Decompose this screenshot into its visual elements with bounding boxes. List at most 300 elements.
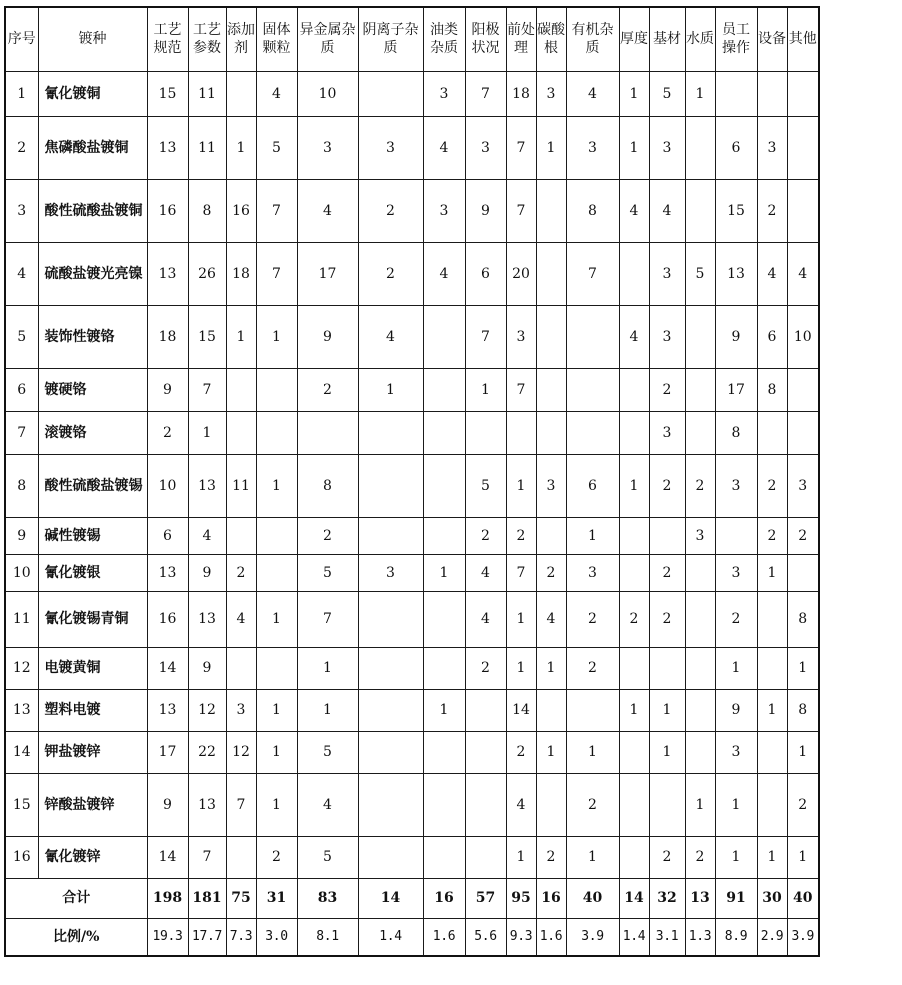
ratio-cell: 3.9 xyxy=(566,918,619,956)
table-cell: 1 xyxy=(506,454,536,517)
ratio-cell: 3.9 xyxy=(787,918,819,956)
table-cell: 2 xyxy=(358,179,423,242)
table-cell: 11 xyxy=(188,116,226,179)
table-cell: 4 xyxy=(297,773,358,836)
column-header: 设备 xyxy=(757,7,787,71)
table-cell: 13 xyxy=(188,591,226,647)
table-cell: 1 xyxy=(649,689,685,731)
table-row xyxy=(5,116,819,179)
table-cell: 2 xyxy=(757,179,787,242)
table-cell: 3 xyxy=(506,305,536,368)
table-cell: 4 xyxy=(423,242,465,305)
table-cell: 3 xyxy=(566,116,619,179)
plating-type: 电镀黄铜 xyxy=(38,647,147,689)
table-cell: 4 xyxy=(619,305,649,368)
table-cell xyxy=(256,411,297,454)
table-cell: 2 xyxy=(465,517,506,554)
table-cell: 13 xyxy=(188,773,226,836)
table-cell: 11 xyxy=(188,71,226,116)
table-cell: 4 xyxy=(536,591,566,647)
total-cell: 14 xyxy=(358,878,423,918)
table-cell: 1 xyxy=(536,116,566,179)
total-cell: 40 xyxy=(787,878,819,918)
table-cell: 7 xyxy=(256,242,297,305)
table-cell: 2 xyxy=(649,368,685,411)
table-cell xyxy=(423,773,465,836)
table-cell: 7 xyxy=(506,179,536,242)
table-cell: 16 xyxy=(147,591,188,647)
table-cell: 4 xyxy=(188,517,226,554)
table-cell: 22 xyxy=(188,731,226,773)
table-cell xyxy=(423,454,465,517)
table-cell xyxy=(226,517,256,554)
table-cell: 3 xyxy=(297,116,358,179)
table-cell: 5 xyxy=(297,836,358,878)
ratio-cell: 5.6 xyxy=(465,918,506,956)
table-cell: 5 xyxy=(297,731,358,773)
table-cell xyxy=(423,591,465,647)
table-cell: 3 xyxy=(423,71,465,116)
table-cell: 8 xyxy=(715,411,757,454)
table-cell: 6 xyxy=(566,454,619,517)
table-row xyxy=(5,836,819,878)
table-cell: 8 xyxy=(757,368,787,411)
ratio-cell: 17.7 xyxy=(188,918,226,956)
table-cell: 8 xyxy=(566,179,619,242)
table-cell xyxy=(423,368,465,411)
table-cell xyxy=(619,836,649,878)
table-cell: 6 xyxy=(715,116,757,179)
total-cell: 75 xyxy=(226,878,256,918)
plating-type: 氰化镀银 xyxy=(38,554,147,591)
column-header: 厚度 xyxy=(619,7,649,71)
table-cell: 2 xyxy=(649,454,685,517)
table-cell xyxy=(256,647,297,689)
table-row xyxy=(5,242,819,305)
table-cell: 1 xyxy=(256,591,297,647)
table-cell xyxy=(619,731,649,773)
table-cell: 2 xyxy=(649,554,685,591)
table-cell xyxy=(757,71,787,116)
table-cell xyxy=(423,411,465,454)
table-cell: 2 xyxy=(147,411,188,454)
table-cell xyxy=(757,647,787,689)
table-cell: 1 xyxy=(506,591,536,647)
table-wrapper xyxy=(4,6,820,957)
ratio-cell: 1.6 xyxy=(423,918,465,956)
table-cell: 2 xyxy=(226,554,256,591)
table-cell: 7 xyxy=(188,368,226,411)
table-cell: 18 xyxy=(506,71,536,116)
table-cell xyxy=(685,368,715,411)
table-cell xyxy=(423,517,465,554)
table-cell: 15 xyxy=(715,179,757,242)
table-cell: 3 xyxy=(358,554,423,591)
table-row xyxy=(5,305,819,368)
table-cell: 5 xyxy=(256,116,297,179)
total-cell: 32 xyxy=(649,878,685,918)
table-cell: 3 xyxy=(757,116,787,179)
table-cell: 7 xyxy=(226,773,256,836)
table-cell xyxy=(423,305,465,368)
table-cell: 3 xyxy=(649,305,685,368)
table-cell: 6 xyxy=(465,242,506,305)
table-cell: 16 xyxy=(226,179,256,242)
table-cell xyxy=(423,647,465,689)
ratio-cell: 2.9 xyxy=(757,918,787,956)
table-cell xyxy=(649,517,685,554)
table-cell: 2 xyxy=(685,836,715,878)
column-header: 阳极状况 xyxy=(465,7,506,71)
table-cell: 12 xyxy=(188,689,226,731)
ratio-cell: 19.3 xyxy=(147,918,188,956)
table-cell: 3 xyxy=(649,242,685,305)
table-cell xyxy=(566,368,619,411)
ratio-cell: 8.9 xyxy=(715,918,757,956)
total-label: 合计 xyxy=(5,878,147,918)
table-cell: 3 xyxy=(465,116,506,179)
table-cell xyxy=(787,71,819,116)
column-header: 其他 xyxy=(787,7,819,71)
table-cell: 1 xyxy=(256,454,297,517)
table-cell: 2 xyxy=(566,773,619,836)
table-cell: 4 xyxy=(465,591,506,647)
total-cell: 40 xyxy=(566,878,619,918)
row-number: 3 xyxy=(5,179,38,242)
table-cell xyxy=(465,411,506,454)
table-cell: 1 xyxy=(619,689,649,731)
table-cell: 3 xyxy=(536,454,566,517)
table-cell: 5 xyxy=(465,454,506,517)
table-cell xyxy=(757,591,787,647)
table-cell: 4 xyxy=(619,179,649,242)
table-cell xyxy=(566,305,619,368)
table-cell: 1 xyxy=(226,305,256,368)
plating-type: 氰化镀铜 xyxy=(38,71,147,116)
column-header: 基材 xyxy=(649,7,685,71)
table-cell xyxy=(685,647,715,689)
table-cell: 2 xyxy=(649,836,685,878)
table-cell: 2 xyxy=(506,517,536,554)
row-number: 16 xyxy=(5,836,38,878)
row-number: 13 xyxy=(5,689,38,731)
table-cell: 4 xyxy=(358,305,423,368)
table-cell: 9 xyxy=(147,368,188,411)
table-cell: 2 xyxy=(787,517,819,554)
table-row xyxy=(5,554,819,591)
row-number: 10 xyxy=(5,554,38,591)
table-cell xyxy=(685,591,715,647)
ratio-cell: 7.3 xyxy=(226,918,256,956)
table-cell xyxy=(465,836,506,878)
column-header: 有机杂质 xyxy=(566,7,619,71)
table-cell xyxy=(787,554,819,591)
table-cell xyxy=(358,411,423,454)
table-cell: 17 xyxy=(147,731,188,773)
column-header: 碳酸根 xyxy=(536,7,566,71)
row-number: 2 xyxy=(5,116,38,179)
table-cell: 3 xyxy=(423,179,465,242)
total-cell: 30 xyxy=(757,878,787,918)
table-cell xyxy=(536,411,566,454)
column-header: 添加剂 xyxy=(226,7,256,71)
table-row xyxy=(5,731,819,773)
table-cell xyxy=(787,116,819,179)
table-cell: 3 xyxy=(226,689,256,731)
table-cell xyxy=(649,773,685,836)
table-cell: 13 xyxy=(147,554,188,591)
table-cell xyxy=(358,689,423,731)
table-cell xyxy=(536,179,566,242)
column-header: 固体颗粒 xyxy=(256,7,297,71)
table-cell: 10 xyxy=(787,305,819,368)
table-cell: 2 xyxy=(256,836,297,878)
table-cell: 1 xyxy=(619,454,649,517)
table-cell: 9 xyxy=(465,179,506,242)
table-cell: 4 xyxy=(649,179,685,242)
plating-type: 氰化镀锡青铜 xyxy=(38,591,147,647)
table-cell xyxy=(256,368,297,411)
table-cell: 1 xyxy=(297,689,358,731)
column-header: 序号 xyxy=(5,7,38,71)
table-cell xyxy=(506,411,536,454)
column-header: 油类杂质 xyxy=(423,7,465,71)
table-cell xyxy=(619,517,649,554)
row-number: 8 xyxy=(5,454,38,517)
table-cell: 16 xyxy=(147,179,188,242)
table-cell: 1 xyxy=(619,71,649,116)
table-cell: 1 xyxy=(757,836,787,878)
table-cell: 1 xyxy=(256,689,297,731)
table-cell: 1 xyxy=(619,116,649,179)
table-cell: 1 xyxy=(685,71,715,116)
table-cell xyxy=(358,773,423,836)
plating-type: 氰化镀锌 xyxy=(38,836,147,878)
table-cell xyxy=(226,836,256,878)
total-row xyxy=(5,878,819,918)
table-cell: 1 xyxy=(536,647,566,689)
plating-type: 钾盐镀锌 xyxy=(38,731,147,773)
table-cell xyxy=(226,71,256,116)
total-cell: 14 xyxy=(619,878,649,918)
table-cell: 1 xyxy=(226,116,256,179)
total-cell: 181 xyxy=(188,878,226,918)
table-cell xyxy=(358,647,423,689)
plating-type: 滚镀铬 xyxy=(38,411,147,454)
table-cell: 2 xyxy=(506,731,536,773)
table-cell: 13 xyxy=(715,242,757,305)
row-number: 15 xyxy=(5,773,38,836)
table-cell xyxy=(536,242,566,305)
table-cell: 18 xyxy=(226,242,256,305)
table-cell: 7 xyxy=(506,116,536,179)
total-cell: 16 xyxy=(423,878,465,918)
table-cell xyxy=(685,305,715,368)
table-cell: 13 xyxy=(188,454,226,517)
table-cell xyxy=(226,647,256,689)
ratio-label: 比例/% xyxy=(5,918,147,956)
table-cell: 26 xyxy=(188,242,226,305)
table-cell: 4 xyxy=(465,554,506,591)
table-cell: 2 xyxy=(566,647,619,689)
table-cell: 8 xyxy=(787,591,819,647)
table-cell: 3 xyxy=(715,454,757,517)
table-cell: 1 xyxy=(649,731,685,773)
table-cell xyxy=(619,554,649,591)
row-number: 6 xyxy=(5,368,38,411)
table-cell xyxy=(465,731,506,773)
column-header: 工艺规范 xyxy=(147,7,188,71)
table-cell: 2 xyxy=(297,368,358,411)
table-cell xyxy=(685,179,715,242)
table-cell: 9 xyxy=(147,773,188,836)
table-cell xyxy=(465,689,506,731)
table-cell: 9 xyxy=(715,689,757,731)
table-cell xyxy=(358,517,423,554)
total-cell: 95 xyxy=(506,878,536,918)
table-cell: 18 xyxy=(147,305,188,368)
table-cell xyxy=(536,517,566,554)
table-cell xyxy=(757,731,787,773)
plating-type: 酸性硫酸盐镀锡 xyxy=(38,454,147,517)
table-cell: 6 xyxy=(147,517,188,554)
table-cell: 13 xyxy=(147,116,188,179)
table-cell xyxy=(536,689,566,731)
total-cell: 13 xyxy=(685,878,715,918)
table-row xyxy=(5,517,819,554)
table-cell: 1 xyxy=(566,731,619,773)
table-cell xyxy=(685,554,715,591)
table-cell: 7 xyxy=(465,305,506,368)
table-cell: 1 xyxy=(256,731,297,773)
table-row xyxy=(5,647,819,689)
plating-type: 镀硬铬 xyxy=(38,368,147,411)
table-cell: 2 xyxy=(536,554,566,591)
table-cell xyxy=(685,731,715,773)
table-cell xyxy=(256,517,297,554)
table-cell: 8 xyxy=(188,179,226,242)
row-number: 9 xyxy=(5,517,38,554)
row-number: 11 xyxy=(5,591,38,647)
plating-type: 装饰性镀铬 xyxy=(38,305,147,368)
table-cell xyxy=(619,773,649,836)
table-cell: 5 xyxy=(297,554,358,591)
table-cell: 9 xyxy=(188,554,226,591)
table-row xyxy=(5,411,819,454)
table-row xyxy=(5,773,819,836)
ratio-cell: 1.4 xyxy=(358,918,423,956)
table-cell: 2 xyxy=(297,517,358,554)
plating-problem-statistics-table xyxy=(4,6,820,957)
table-cell xyxy=(358,836,423,878)
header-row xyxy=(5,7,819,71)
table-cell: 14 xyxy=(147,647,188,689)
table-cell: 2 xyxy=(358,242,423,305)
table-cell xyxy=(757,773,787,836)
table-cell: 4 xyxy=(787,242,819,305)
table-cell: 2 xyxy=(649,591,685,647)
table-cell: 4 xyxy=(757,242,787,305)
table-cell: 9 xyxy=(715,305,757,368)
table-cell xyxy=(787,179,819,242)
table-cell: 3 xyxy=(536,71,566,116)
table-cell: 2 xyxy=(566,591,619,647)
table-cell: 1 xyxy=(757,554,787,591)
ratio-cell: 9.3 xyxy=(506,918,536,956)
table-cell: 1 xyxy=(506,647,536,689)
table-cell: 4 xyxy=(297,179,358,242)
table-cell: 1 xyxy=(566,836,619,878)
table-cell: 1 xyxy=(715,836,757,878)
column-header: 前处理 xyxy=(506,7,536,71)
ratio-cell: 3.1 xyxy=(649,918,685,956)
table-cell: 1 xyxy=(715,647,757,689)
table-cell xyxy=(619,411,649,454)
table-cell xyxy=(787,411,819,454)
column-header: 阴离子杂质 xyxy=(358,7,423,71)
table-cell: 15 xyxy=(147,71,188,116)
table-cell: 8 xyxy=(787,689,819,731)
table-cell: 3 xyxy=(566,554,619,591)
table-cell xyxy=(297,411,358,454)
ratio-cell: 1.4 xyxy=(619,918,649,956)
plating-type: 酸性硫酸盐镀铜 xyxy=(38,179,147,242)
table-cell: 4 xyxy=(506,773,536,836)
table-cell: 4 xyxy=(256,71,297,116)
table-cell xyxy=(226,411,256,454)
table-cell: 1 xyxy=(787,731,819,773)
table-cell: 3 xyxy=(787,454,819,517)
table-cell: 1 xyxy=(715,773,757,836)
table-cell: 1 xyxy=(423,554,465,591)
row-number: 5 xyxy=(5,305,38,368)
row-number: 7 xyxy=(5,411,38,454)
table-cell xyxy=(787,368,819,411)
row-number: 1 xyxy=(5,71,38,116)
table-cell xyxy=(256,554,297,591)
table-cell: 14 xyxy=(147,836,188,878)
table-cell xyxy=(685,116,715,179)
table-cell: 20 xyxy=(506,242,536,305)
table-row xyxy=(5,368,819,411)
table-cell xyxy=(566,411,619,454)
table-cell: 4 xyxy=(423,116,465,179)
total-cell: 91 xyxy=(715,878,757,918)
table-row xyxy=(5,71,819,116)
table-cell xyxy=(685,411,715,454)
table-cell xyxy=(465,773,506,836)
table-cell xyxy=(358,591,423,647)
plating-type: 塑料电镀 xyxy=(38,689,147,731)
row-number: 12 xyxy=(5,647,38,689)
plating-type: 碱性镀锡 xyxy=(38,517,147,554)
table-cell: 3 xyxy=(358,116,423,179)
table-cell: 7 xyxy=(506,554,536,591)
table-row xyxy=(5,591,819,647)
table-cell xyxy=(358,731,423,773)
table-row xyxy=(5,454,819,517)
table-cell: 2 xyxy=(619,591,649,647)
table-cell: 4 xyxy=(566,71,619,116)
table-cell xyxy=(649,647,685,689)
row-number: 14 xyxy=(5,731,38,773)
ratio-cell: 1.3 xyxy=(685,918,715,956)
table-row xyxy=(5,689,819,731)
table-cell: 3 xyxy=(715,731,757,773)
table-cell: 7 xyxy=(188,836,226,878)
row-number: 4 xyxy=(5,242,38,305)
table-cell xyxy=(423,836,465,878)
